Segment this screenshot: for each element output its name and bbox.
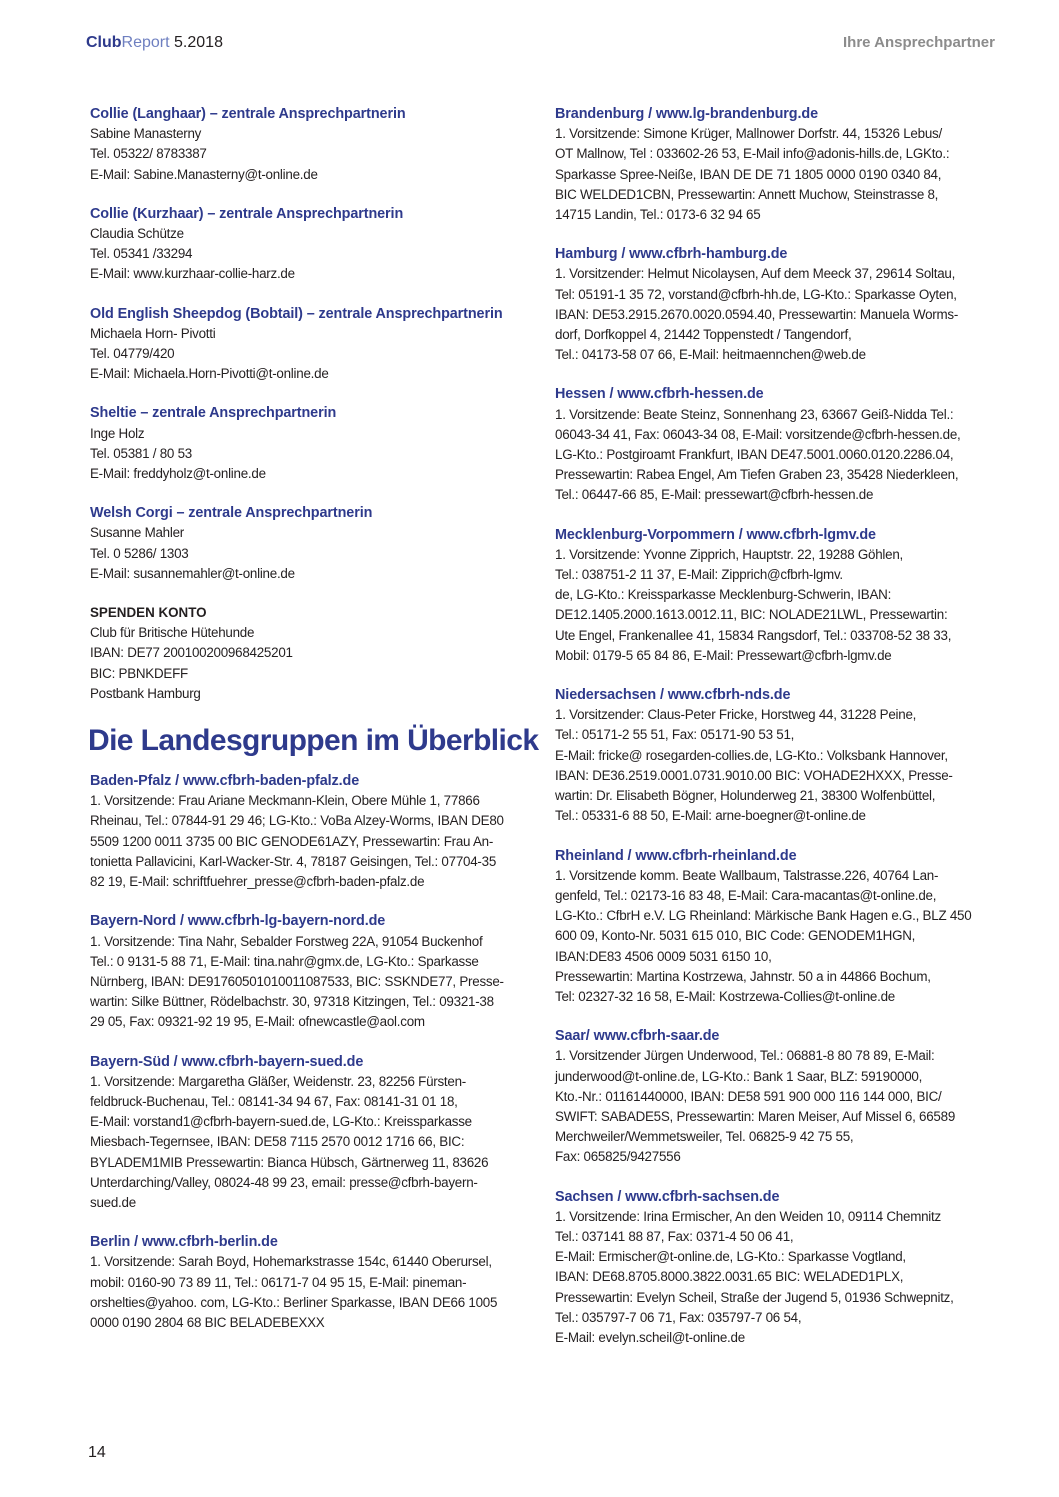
regional-group-line: 1. Vorsitzende: Yvonne Zipprich, Hauptstr. 22, 19288 Göhlen, <box>555 546 904 562</box>
regional-group-title: Bayern-Süd / www.cfbrh-bayern-sued.de <box>90 1053 364 1070</box>
regional-group-line: E-Mail: evelyn.scheil@t-online.de <box>555 1329 745 1345</box>
regional-group-line: Tel.: 06447-66 85, E-Mail: pressewart@cfbrh-hessen.de <box>555 487 874 503</box>
regional-group-line: 1. Vorsitzende: Irina Ermischer, An den Weiden 10, 09114 Chemnitz <box>555 1208 941 1224</box>
regional-group-line: 1. Vorsitzende: Simone Krüger, Mallnower Dorfstr. 44, 15326 Lebus/ <box>555 126 942 142</box>
regional-group-line: IBAN:DE83 4506 0009 5031 6150 10, <box>555 948 772 964</box>
contact-block <box>90 503 538 584</box>
contact-block <box>90 204 538 285</box>
regional-group-line: tonietta Pallavicini, Karl-Wacker-Str. 4, 78187 Geisingen, Tel.: 07704-35 <box>90 853 497 869</box>
regional-group-line: 1. Vorsitzende: Frau Ariane Meckmann-Klein, Obere Mühle 1, 77866 <box>90 793 480 809</box>
donation-line: Club für Britische Hütehunde <box>90 625 255 641</box>
regional-group-line: 5509 1200 0011 3735 00 BIC GENODE61AZY, Pressewartin: Frau An- <box>90 833 494 849</box>
regional-group-title: Saar/ www.cfbrh-saar.de <box>555 1028 720 1045</box>
regional-group-line: Nürnberg, IBAN: DE91760501010011087533, BIC: SSKNDE77, Presse- <box>90 973 504 989</box>
regional-group <box>90 911 538 1032</box>
contact-block-title: Sheltie – zentrale Ansprechpartnerin <box>90 405 337 422</box>
regional-group-line: Pressewartin: Rabea Engel, Am Tiefen Graben 23, 35428 Niederkleen, <box>555 467 959 483</box>
right-column <box>555 104 1003 1367</box>
regional-group-line: Rheinau, Tel.: 07844-91 29 46; LG-Kto.: VoBa Alzey-Worms, IBAN DE80 <box>90 813 504 829</box>
regional-group-line: 1. Vorsitzende: Margaretha Gläßer, Weidenstr. 23, 82256 Fürsten- <box>90 1073 467 1089</box>
regional-group-line: IBAN: DE36.2519.0001.0731.9010.00 BIC: VOHADE2HXXX, Presse- <box>555 767 953 783</box>
regional-group-title: Brandenburg / www.lg-brandenburg.de <box>555 106 818 122</box>
running-header-section: Ihre Ansprechpartner <box>843 34 995 51</box>
contact-block-line: Tel. 05381 / 80 53 <box>90 445 192 461</box>
regional-group <box>555 525 1003 666</box>
regional-group-line: 1. Vorsitzende komm. Beate Wallbaum, Talstrasse.226, 40764 Lan- <box>555 867 939 883</box>
page-number: 14 <box>88 1444 106 1461</box>
regional-group-line: Pressewartin: Evelyn Scheil, Straße der Jugend 5, 01936 Schwepnitz, <box>555 1289 954 1305</box>
regional-group-line: DE12.1405.2000.1613.0012.11, BIC: NOLADE21LWL, Pressewartin: <box>555 607 948 623</box>
left-column <box>90 104 538 1352</box>
regional-group-line: Tel.: 05171-2 55 51, Fax: 05171-90 53 51, <box>555 727 795 743</box>
regional-group-line: 1. Vorsitzende: Tina Nahr, Sebalder Forstweg 22A, 91054 Buckenhof <box>90 933 483 949</box>
regional-group-line: Tel.: 035797-7 06 71, Fax: 035797-7 06 54, <box>555 1309 802 1325</box>
contact-block <box>90 104 538 185</box>
regional-group <box>555 1187 1003 1349</box>
regional-group-line: 1. Vorsitzender: Claus-Peter Fricke, Horstweg 44, 31228 Peine, <box>555 707 917 723</box>
brand-report: Report <box>121 34 170 51</box>
regional-group-title: Berlin / www.cfbrh-berlin.de <box>90 1234 278 1251</box>
contact-block-line: E-Mail: susannemahler@t-online.de <box>90 565 295 581</box>
regional-group-line: Mobil: 0179-5 65 84 86, E-Mail: Pressewart@cfbrh-lgmv.de <box>555 647 892 663</box>
contact-block-line: Tel. 05341 /33294 <box>90 246 193 262</box>
regional-group-line: orshelties@yahoo. com, LG-Kto.: Berliner Sparkasse, IBAN DE66 1005 <box>90 1294 498 1310</box>
donation-line: BIC: PBNKDEFF <box>90 665 188 681</box>
regional-group-line: Tel: 02327-32 16 58, E-Mail: Kostrzewa-Collies@t-online.de <box>555 988 895 1004</box>
regional-group-line: BYLADEM1MIB Pressewartin: Bianca Hübsch, Gärtnerweg 11, 83626 <box>90 1154 489 1170</box>
section-title: Die Landesgruppen im Überblick <box>88 724 539 758</box>
regional-group-line: SWIFT: SABADE5S, Pressewartin: Maren Meiser, Auf Missel 6, 66589 <box>555 1108 956 1124</box>
contact-list <box>90 104 538 584</box>
contact-block-title: Collie (Langhaar) – zentrale Ansprechpartnerin <box>90 106 406 122</box>
regional-group <box>555 685 1003 826</box>
regional-group-line: E-Mail: Ermischer@t-online.de, LG-Kto.: Sparkasse Vogtland, <box>555 1249 906 1265</box>
regional-group-line: LG-Kto.: Postgiroamt Frankfurt, IBAN DE47.5001.0060.0120.2286.04, <box>555 447 954 463</box>
regional-group-line: 29 05, Fax: 09321-92 19 95, E-Mail: ofnewcastle@aol.com <box>90 1014 425 1030</box>
contact-block <box>90 304 538 385</box>
regional-group-line: genfeld, Tel.: 02173-16 83 48, E-Mail: Cara-macantas@t-online.de, <box>555 887 937 903</box>
regional-group-line: LG-Kto.: CfbrH e.V. LG Rheinland: Märkische Bank Hagen e.G., BLZ 450 <box>555 908 972 924</box>
regional-group-title: Sachsen / www.cfbrh-sachsen.de <box>555 1188 780 1205</box>
regional-group-line: wartin: Silke Büttner, Rödelbachstr. 30, 97318 Kitzingen, Tel.: 09321-38 <box>90 994 494 1010</box>
regional-group-line: Tel.: 0 9131-5 88 71, E-Mail: tina.nahr@gmx.de, LG-Kto.: Sparkasse <box>90 953 479 969</box>
regional-group-line: 1. Vorsitzender: Helmut Nicolaysen, Auf dem Meeck 37, 29614 Soltau, <box>555 266 956 282</box>
regional-group-line: Merchweiler/Wemmetsweiler, Tel. 06825-9 42 75 55, <box>555 1129 854 1145</box>
regional-group-line: 14715 Landin, Tel.: 0173-6 32 94 65 <box>555 207 761 223</box>
regional-group-line: Fax: 065825/9427556 <box>555 1149 681 1165</box>
regional-group-line: Tel.: 038751-2 11 37, E-Mail: Zipprich@cfbrh-lgmv. <box>555 567 843 583</box>
regional-group <box>555 244 1003 365</box>
regional-group-title: Mecklenburg-Vorpommern / www.cfbrh-lgmv.de <box>555 526 876 543</box>
regional-group-line: junderwood@t-online.de, LG-Kto.: Bank 1 Saar, BLZ: 59190000, <box>555 1068 923 1084</box>
regional-group-line: Tel.: 05331-6 88 50, E-Mail: arne-boegner@t-online.de <box>555 808 866 824</box>
regional-group-line: OT Mallnow, Tel : 033602-26 53, E-Mail info@adonis-hills.de, LGKto.: <box>555 146 950 162</box>
contact-block <box>90 403 538 484</box>
regional-group-line: Ute Engel, Frankenallee 41, 15834 Rangsdorf, Tel.: 033708-52 38 33, <box>555 627 952 643</box>
regional-group-title: Hessen / www.cfbrh-hessen.de <box>555 386 764 403</box>
contact-block-line: Tel. 05322/ 8783387 <box>90 146 207 162</box>
regional-group <box>555 384 1003 505</box>
regional-group-line: Tel.: 04173-58 07 66, E-Mail: heitmaennchen@web.de <box>555 347 866 363</box>
regional-group-line: Tel: 05191-1 35 72, vorstand@cfbrh-hh.de, LG-Kto.: Sparkasse Oyten, <box>555 286 957 302</box>
regional-group-line: mobil: 0160-90 73 89 11, Tel.: 06171-7 04 95 15, E-Mail: pineman- <box>90 1274 467 1290</box>
contact-block-line: Claudia Schütze <box>90 226 184 242</box>
regional-group-line: 82 19, E-Mail: schriftfuehrer_presse@cfbrh-baden-pfalz.de <box>90 874 425 890</box>
contact-block-line: Susanne Mahler <box>90 525 185 541</box>
regional-group <box>555 1026 1003 1167</box>
contact-block-title: Collie (Kurzhaar) – zentrale Ansprechpartnerin <box>90 205 404 222</box>
issue-number: 5.2018 <box>169 34 223 51</box>
contact-block-line: E-Mail: Sabine.Manasterny@t-online.de <box>90 166 318 182</box>
regional-groups-right <box>555 104 1003 1348</box>
contact-block-line: Michaela Horn- Pivotti <box>90 325 216 341</box>
regional-group-line: de, LG-Kto.: Kreissparkasse Mecklenburg-Schwerin, IBAN: <box>555 587 892 603</box>
donation-account <box>90 603 538 704</box>
regional-group-line: feldbruck-Buchenau, Tel.: 08141-34 94 67, Fax: 08141-31 01 18, <box>90 1093 458 1109</box>
regional-group-line: 1. Vorsitzende: Beate Steinz, Sonnenhang 23, 63667 Geiß-Nidda Tel.: <box>555 406 954 422</box>
regional-group-line: IBAN: DE53.2915.2670.0020.0594.40, Pressewartin: Manuela Worms- <box>555 306 959 322</box>
regional-group-title: Niedersachsen / www.cfbrh-nds.de <box>555 687 791 704</box>
regional-groups-left <box>90 771 538 1333</box>
regional-group-line: Unterdarching/Valley, 08024-48 99 23, email: presse@cfbrh-bayern- <box>90 1174 478 1190</box>
contact-block-line: E-Mail: Michaela.Horn-Pivotti@t-online.de <box>90 366 329 382</box>
contact-block-line: E-Mail: freddyholz@t-online.de <box>90 466 266 482</box>
regional-group-line: wartin: Dr. Elisabeth Bögner, Holunderweg 21, 38300 Wolfenbüttel, <box>555 788 936 804</box>
regional-group <box>555 104 1003 225</box>
regional-group-title: Bayern-Nord / www.cfbrh-lg-bayern-nord.de <box>90 913 386 930</box>
regional-group-line: dorf, Dorfkoppel 4, 21442 Toppenstedt / Tangendorf, <box>555 327 852 343</box>
regional-group-line: 06043-34 41, Fax: 06043-34 08, E-Mail: vorsitzende@cfbrh-hessen.de, <box>555 426 961 442</box>
contact-block-line: Inge Holz <box>90 425 145 441</box>
regional-group-line: Tel.: 037141 88 87, Fax: 0371-4 50 06 41, <box>555 1228 794 1244</box>
brand-club: Club <box>86 34 122 51</box>
regional-group-line: E-Mail: vorstand1@cfbrh-bayern-sued.de, LG-Kto.: Kreissparkasse <box>90 1114 472 1130</box>
regional-group-line: Kto.-Nr.: 01161440000, IBAN: DE58 591 900 000 116 144 000, BIC/ <box>555 1088 942 1104</box>
donation-line: Postbank Hamburg <box>90 685 201 701</box>
regional-group-line: 1. Vorsitzende: Sarah Boyd, Hohemarkstrasse 154c, 61440 Oberursel, <box>90 1254 492 1270</box>
regional-group-line: 0000 0190 2804 68 BIC BELADEBEXXX <box>90 1314 325 1330</box>
contact-block-line: E-Mail: www.kurzhaar-collie-harz.de <box>90 266 295 282</box>
regional-group-title: Hamburg / www.cfbrh-hamburg.de <box>555 246 788 263</box>
donation-line: IBAN: DE77 200100200968425201 <box>90 645 293 661</box>
regional-group-line: Pressewartin: Martina Kostrzewa, Jahnstr. 50 a in 44866 Bochum, <box>555 968 931 984</box>
regional-group <box>555 846 1003 1008</box>
regional-group <box>90 771 538 892</box>
regional-group-line: Sparkasse Spree-Neiße, IBAN DE DE 71 1805 0000 0190 0340 84, <box>555 166 942 182</box>
regional-group-line: 1. Vorsitzender Jürgen Underwood, Tel.: 06881-8 80 78 89, E-Mail: <box>555 1048 935 1064</box>
regional-group-title: Rheinland / www.cfbrh-rheinland.de <box>555 847 797 864</box>
running-header-left <box>86 34 223 52</box>
contact-block-line: Sabine Manasterny <box>90 126 202 142</box>
regional-group-line: 600 09, Konto-Nr. 5031 615 010, BIC Code: GENODEM1HGN, <box>555 928 916 944</box>
regional-group <box>90 1052 538 1214</box>
donation-title: SPENDEN KONTO <box>90 605 207 621</box>
contact-block-line: Tel. 0 5286/ 1303 <box>90 545 189 561</box>
regional-group <box>90 1232 538 1333</box>
contact-block-title: Welsh Corgi – zentrale Ansprechpartnerin <box>90 505 373 522</box>
regional-group-title: Baden-Pfalz / www.cfbrh-baden-pfalz.de <box>90 773 360 790</box>
regional-group-line: BIC WELDED1CBN, Pressewartin: Annett Muchow, Steinstrasse 8, <box>555 186 939 202</box>
contact-block-line: Tel. 04779/420 <box>90 346 175 362</box>
contact-block-title: Old English Sheepdog (Bobtail) – zentrale Ansprechpartnerin <box>90 305 503 322</box>
regional-group-line: Miesbach-Tegernsee, IBAN: DE58 7115 2570 0012 1716 66, BIC: <box>90 1134 465 1150</box>
regional-group-line: E-Mail: fricke@ rosegarden-collies.de, LG-Kto.: Volksbank Hannover, <box>555 747 948 763</box>
regional-group-line: IBAN: DE68.8705.8000.3822.0031.65 BIC: WELADED1PLX, <box>555 1269 904 1285</box>
regional-group-line: sued.de <box>90 1194 136 1210</box>
